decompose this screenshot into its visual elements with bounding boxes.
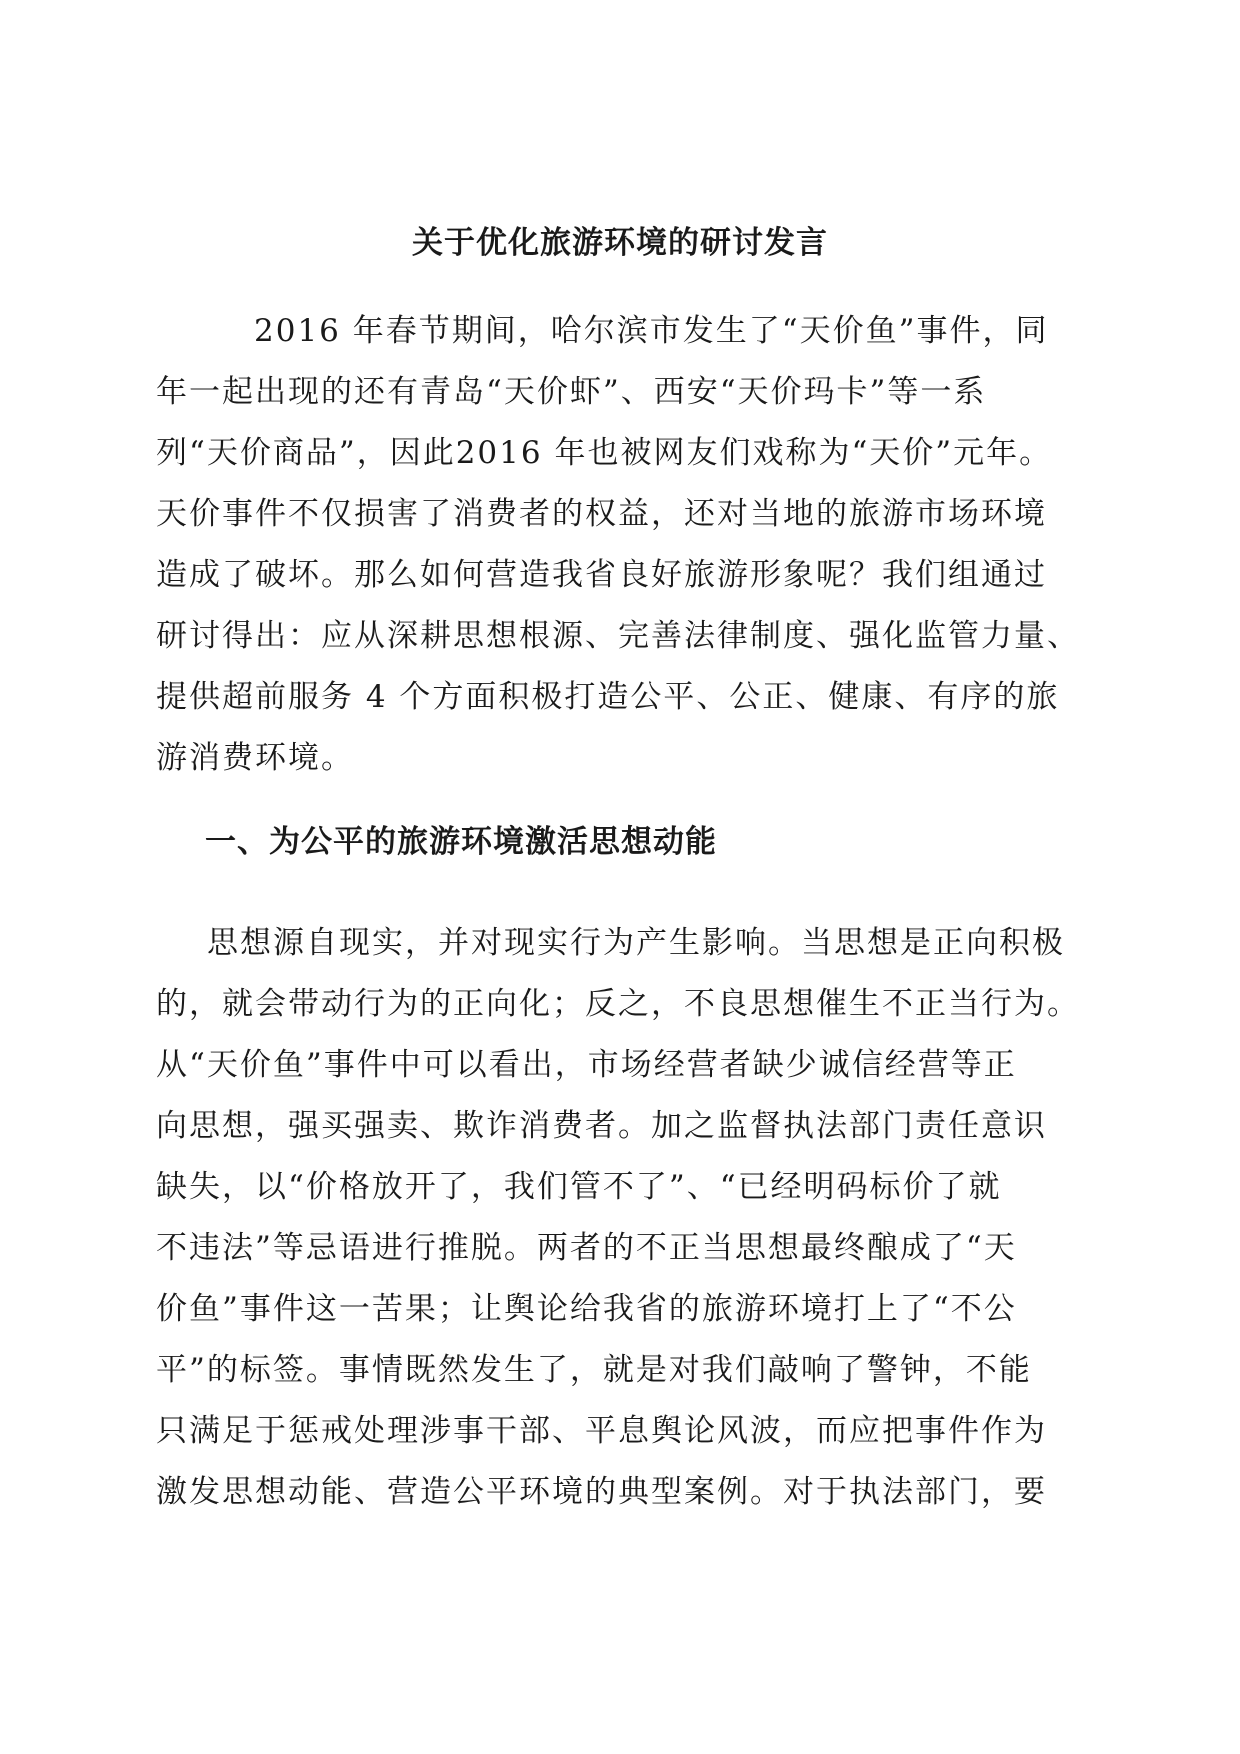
section-line: 价鱼”事件这一苦果；让舆论给我省的旅游环境打上了“不公 [156,1291,1017,1327]
intro-line: 天价事件不仅损害了消费者的权益，还对当地的旅游市场环境 [156,496,1047,532]
intro-line: 造成了破坏。那么如何营造我省良好旅游形象呢？我们组通过 [156,557,1047,593]
intro-line: 2016 年春节期间，哈尔滨市发生了“天价鱼”事件，同 [254,313,1049,349]
section-line: 缺失，以“价格放开了，我们管不了”、“已经明码标价了就 [156,1169,1002,1205]
intro-line: 游消费环境。 [156,740,354,776]
intro-paragraph [156,301,1096,789]
section-line: 平”的标签。事情既然发生了，就是对我们敲响了警钟，不能 [156,1352,1032,1388]
section-heading: 一、为公平的旅游环境激活思想动能 [205,824,717,860]
section-line: 只满足于惩戒处理涉事干部、平息舆论风波，而应把事件作为 [156,1413,1047,1449]
intro-line: 研讨得出：应从深耕思想根源、完善法律制度、强化监管力量、 [156,618,1080,654]
intro-line: 列“天价商品”，因此2016 年也被网友们戏称为“天价”元年。 [156,435,1053,471]
intro-line: 年一起出现的还有青岛“天价虾”、西安“天价玛卡”等一系 [156,374,987,410]
section-line: 激发思想动能、营造公平环境的典型案例。对于执法部门，要 [156,1474,1047,1510]
section-line: 从“天价鱼”事件中可以看出，市场经营者缺少诚信经营等正 [156,1047,1017,1083]
section-line: 不违法”等忌语进行推脱。两者的不正当思想最终酿成了“天 [156,1230,1017,1266]
section-line: 的，就会带动行为的正向化；反之，不良思想催生不正当行为。 [156,986,1080,1022]
document-title: 关于优化旅游环境的研讨发言 [412,225,828,261]
section-line: 思想源自现实，并对现实行为产生影响。当思想是正向积极 [207,925,1065,961]
section-paragraph [156,913,1096,1523]
section-line: 向思想，强买强卖、欺诈消费者。加之监督执法部门责任意识 [156,1108,1047,1144]
intro-line: 提供超前服务 4 个方面积极打造公平、公正、健康、有序的旅 [156,679,1060,715]
